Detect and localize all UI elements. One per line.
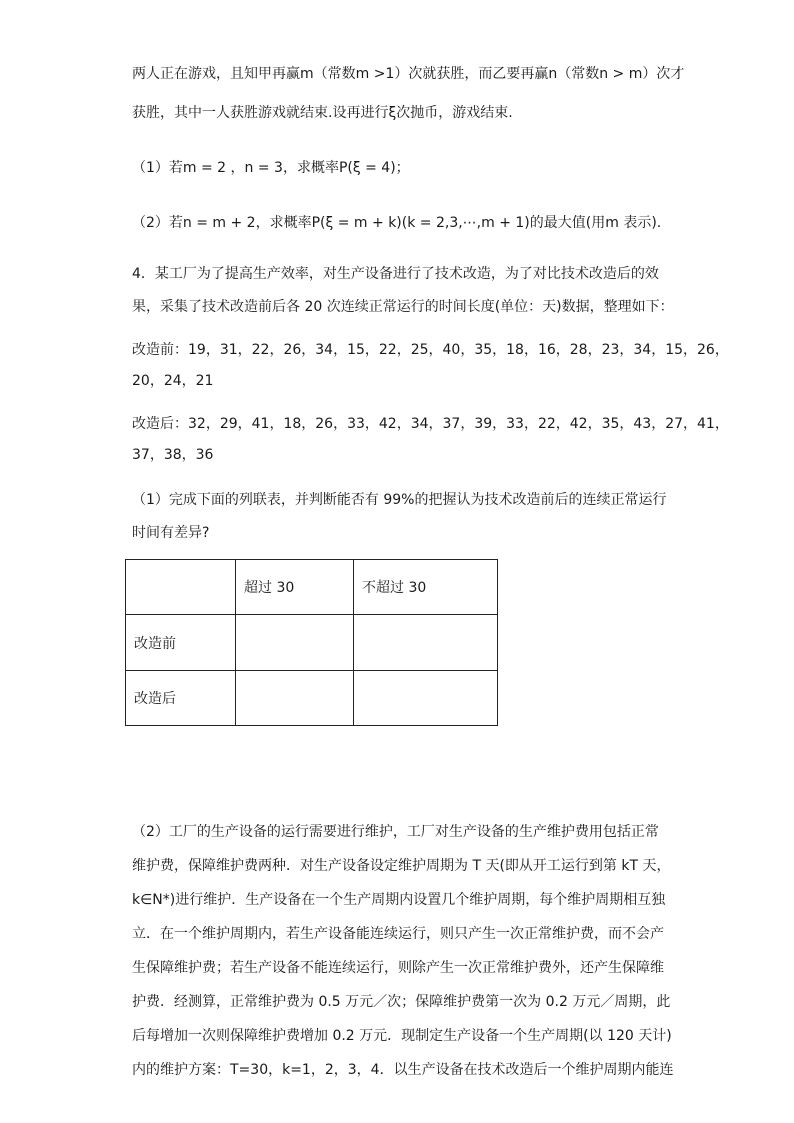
intro-line-2: 获胜，其中一人获胜游戏就结束.设再进行ξ次抛币，游戏结束. — [132, 105, 513, 121]
table-header-over-30: 超过 30 — [236, 560, 354, 615]
row-label-before: 改造前 — [126, 615, 236, 671]
question-4-line-1: 4．某工厂为了提高生产效率，对生产设备进行了技术改造，为了对比技术改造后的效 — [132, 266, 659, 282]
table-cell — [236, 615, 354, 671]
part-2-line-1: （2）工厂的生产设备的运行需要进行维护，工厂对生产设备的生产维护费用包括正常 — [132, 824, 659, 840]
part-2-line-6: 护费．经测算，正常维护费为 0.5 万元／次；保障维护费第一次为 0.2 万元／周期，此 — [132, 994, 671, 1010]
question-4-line-2: 果，采集了技术改造前后各 20 次连续正常运行的时间长度(单位：天)数据，整理如下： — [132, 299, 674, 315]
table-corner-cell — [126, 560, 236, 615]
table-row — [126, 671, 498, 726]
table-cell — [354, 671, 498, 726]
before-data-line-1: 改造前：19，31，22，26，34，15，22，25，40，35，18，16，28，23，34，15，26， — [132, 342, 729, 358]
contingency-table — [125, 559, 498, 726]
part-2-line-3: k∈N*)进行维护．生产设备在一个生产周期内设置几个维护周期，每个维护周期相互独 — [132, 892, 666, 908]
table-cell — [236, 671, 354, 726]
table-header-not-over-30: 不超过 30 — [354, 560, 498, 615]
part-2-line-7: 后每增加一次则保障维护费增加 0.2 万元．现制定生产设备一个生产周期(以 120 天计) — [132, 1028, 672, 1044]
table-header-row — [126, 560, 498, 615]
after-data-line-2: 37，38，36 — [132, 447, 214, 463]
row-label-after: 改造后 — [126, 671, 236, 726]
part-2-line-2: 维护费，保障维护费两种．对生产设备设定维护周期为 T 天(即从开工运行到第 kT 天， — [132, 858, 671, 874]
before-data-line-2: 20，24，21 — [132, 373, 214, 389]
question-3-part-2: （2）若n = m + 2，求概率P(ξ = m + k)(k = 2,3,⋯,m + 1)的最大值(用m 表示). — [132, 215, 662, 231]
intro-line-1: 两人正在游戏，且知甲再赢m（常数m >1）次就获胜，而乙要再赢n（常数n > m）次才 — [132, 66, 685, 82]
part-2-line-4: 立．在一个维护周期内，若生产设备能连续运行，则只产生一次正常维护费，而不会产 — [132, 926, 664, 942]
after-data-line-1: 改造后：32，29，41，18，26，33，42，34，37，39，33，22，42，35，43，27，41， — [132, 416, 729, 432]
part-2-line-5: 生保障维护费；若生产设备不能连续运行，则除产生一次正常维护费外，还产生保障维 — [132, 960, 664, 976]
question-4-part-1-line-1: （1）完成下面的列联表，并判断能否有 99%的把握认为技术改造前后的连续正常运行 — [132, 492, 667, 508]
table-cell — [354, 615, 498, 671]
table-row — [126, 615, 498, 671]
question-4-part-1-line-2: 时间有差异? — [132, 525, 210, 541]
part-2-line-8: 内的维护方案：T=30，k=1，2，3，4．以生产设备在技术改造后一个维护周期内能连 — [132, 1062, 674, 1078]
question-3-part-1: （1）若m = 2 ，n = 3，求概率P(ξ = 4)； — [132, 160, 410, 176]
